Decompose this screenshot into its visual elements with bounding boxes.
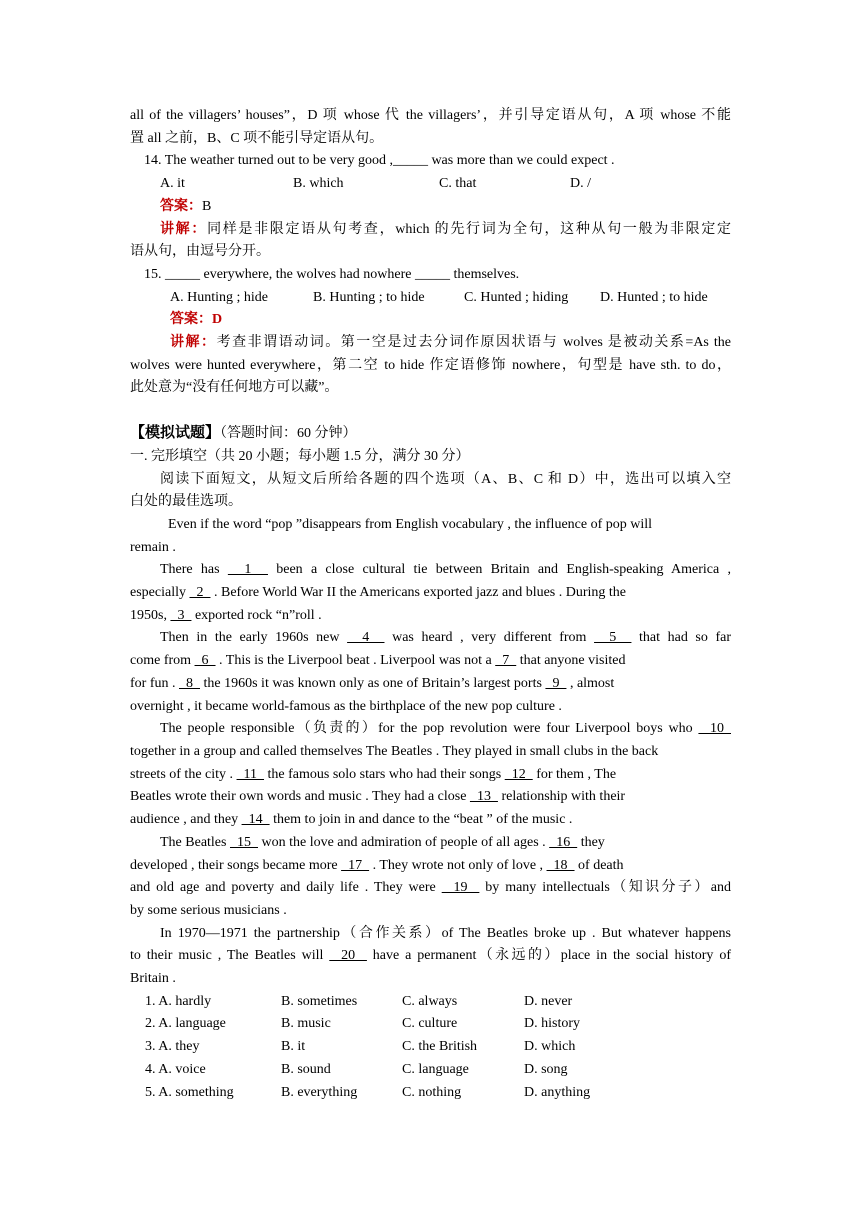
choice-option: D. which [524, 1039, 576, 1055]
q14-stem: 14. The weather turned out to be very good ,_____ was more than we could expect . [144, 153, 615, 169]
option-a: A. Hunting ; hide [170, 289, 268, 305]
q14-options [130, 173, 731, 196]
blank-13: 13 [469, 789, 498, 805]
choice-option: B. everything [281, 1084, 358, 1100]
option-a: A. it [160, 176, 185, 192]
explain-label: 讲解： [160, 221, 208, 237]
blank-11: 11 [236, 766, 265, 782]
blank-4: 4 [347, 630, 385, 646]
part-heading: 一. 完形填空（共 20 小题；每小题 1.5 分，满分 30 分） [130, 448, 470, 464]
blank-2: 2 [189, 585, 211, 601]
blank-6: 6 [194, 653, 216, 669]
choice-row [130, 1059, 731, 1082]
q15-stem: 15. _____ everywhere, the wolves had nowhere _____ themselves. [144, 266, 520, 282]
q15-answer [130, 309, 731, 332]
choice-option: D. never [524, 993, 573, 1009]
choice-row [130, 991, 731, 1014]
explain-label: 讲解： [170, 335, 217, 351]
blank-1: 1 [227, 562, 268, 578]
passage-line: to their music , The Beatles will 20 have a permanent（永远的）place in the social history of [130, 948, 731, 964]
intro-line: all of the villagers’ houses”，D 项 whose 代 the villagers’，并引导定语从句，A 项 whose 不能 [130, 108, 731, 123]
blank-17: 17 [341, 857, 370, 873]
blank-16: 16 [549, 834, 578, 850]
passage-line: for fun . 8 the 1960s it was known only as one of Britain’s largest ports 9 , almost [130, 675, 615, 691]
blank-5: 5 [594, 630, 632, 646]
passage-line: and old age and poverty and daily life . They were 19 by many intellectuals（知识分子）and [130, 880, 731, 896]
q14-explain-cont: 语从句，由逗号分开。 [130, 244, 270, 260]
choice-option: D. history [524, 1016, 580, 1032]
cloze-passage [130, 514, 731, 991]
choice-option: B. sometimes [281, 993, 358, 1009]
option-d: D. Hunted ; to hide [600, 289, 708, 305]
passage-line: come from 6 . This is the Liverpool beat . Liverpool was not a 7 that anyone visited [130, 653, 626, 669]
choice-option: B. it [281, 1039, 306, 1055]
passage-line: overnight , it became world-famous as the birthplace of the new pop culture . [130, 698, 562, 714]
option-d: D. / [570, 176, 591, 192]
section-title: 【模拟试题】 [130, 425, 221, 442]
q15-options [130, 287, 731, 310]
answer-value: B [202, 198, 212, 214]
choice-row [130, 1013, 731, 1036]
option-b: B. Hunting ; to hide [313, 289, 425, 305]
choice-option: C. language [402, 1061, 469, 1077]
blank-14: 14 [241, 812, 270, 828]
blank-15: 15 [229, 834, 258, 850]
instruction-cont: 白处的最佳选项。 [130, 494, 242, 510]
choice-row [130, 1082, 731, 1105]
intro-line: 置 all 之前，B、C 项不能引导定语从句。 [130, 130, 384, 146]
choice-option: 4. A. voice [145, 1061, 206, 1077]
section-header [130, 422, 731, 446]
choice-row [130, 1036, 731, 1059]
passage-line: streets of the city . 11 the famous solo stars who had their songs 12 for them , The [130, 766, 617, 782]
choice-option: 3. A. they [145, 1039, 200, 1055]
choice-option: B. music [281, 1016, 331, 1032]
answer-label: 答案： [170, 312, 212, 328]
blank-10: 10 [698, 721, 731, 737]
blank-19: 19 [441, 880, 480, 896]
instruction: 阅读下面短文，从短文后所给各题的四个选项（A、B、C 和 D）中，选出可以填入空 [160, 471, 731, 487]
q14-answer [130, 196, 731, 219]
passage-line: 1950s, 3 exported rock “n”roll . [130, 607, 322, 623]
passage-line: together in a group and called themselves The Beatles . They played in small clubs in the back [130, 743, 659, 759]
blank-7: 7 [495, 653, 517, 669]
answer-label: 答案： [160, 198, 202, 214]
passage-line: There has 1 been a close cultural tie between Britain and English-speaking America , [160, 562, 732, 578]
option-c: C. that [439, 176, 477, 192]
q14-explain [130, 219, 731, 242]
explain-text: 考查非谓语动词。第一空是过去分词作原因状语与 wolves 是被动关系=As the [216, 335, 732, 351]
choices-grid [130, 991, 731, 1105]
passage-line: developed , their songs became more 17 . They wrote not only of love , 18 of death [130, 857, 624, 873]
blank-9: 9 [545, 675, 567, 691]
passage-line: The Beatles 15 won the love and admiration of people of all ages . 16 they [160, 834, 605, 850]
option-b: B. which [293, 176, 344, 192]
passage-line: by some serious musicians . [130, 902, 287, 918]
passage-line: especially 2 . Before World War II the Americans exported jazz and blues . During the [130, 585, 627, 601]
time-note: （答题时间：60 分钟） [220, 426, 357, 442]
passage-line: Beatles wrote their own words and music . They had a close 13 relationship with their [130, 789, 626, 805]
q15-explain [130, 332, 731, 355]
choice-option: C. nothing [402, 1084, 462, 1100]
choice-option: 1. A. hardly [145, 993, 212, 1009]
choice-option: C. always [402, 993, 458, 1009]
explain-text: 同样是非限定语从句考查，which 的先行词为全句，这种从句一般为非限定定 [207, 221, 732, 237]
blank-3: 3 [170, 607, 192, 623]
passage-line: remain . [130, 539, 176, 555]
document-page [130, 105, 731, 1104]
q15-explain-cont: wolves were hunted everywhere，第二空 to hide 作定语修饰 nowhere，句型是 have sth. to do， [130, 357, 731, 373]
choice-option: 5. A. something [145, 1084, 234, 1100]
answer-value: D [212, 312, 223, 328]
choice-option: C. the British [402, 1039, 478, 1055]
passage-line: audience , and they 14 them to join in and dance to the “beat ” of the music . [130, 812, 573, 828]
passage-line: In 1970—1971 the partnership（合作关系）of The Beatles broke up . But whatever happens [160, 925, 731, 941]
passage-line: Even if the word “pop ”disappears from English vocabulary , the influence of pop will [168, 516, 653, 532]
blank-18: 18 [546, 857, 575, 873]
choice-option: C. culture [402, 1016, 458, 1032]
q15-explain-cont: 此处意为“没有任何地方可以藏”。 [130, 380, 339, 396]
passage-line: Britain . [130, 971, 176, 987]
passage-line: Then in the early 1960s new 4 was heard , very different from 5 that had so far [160, 630, 732, 646]
option-c: C. Hunted ; hiding [464, 289, 569, 305]
choice-option: 2. A. language [145, 1016, 226, 1032]
choice-option: D. song [524, 1061, 568, 1077]
passage-line: The people responsible（负责的）for the pop revolution were four Liverpool boys who 10 [160, 721, 731, 737]
blank-8: 8 [179, 675, 200, 691]
choice-option: D. anything [524, 1084, 591, 1100]
blank-20: 20 [329, 948, 367, 964]
choice-option: B. sound [281, 1061, 331, 1077]
blank-12: 12 [504, 766, 533, 782]
